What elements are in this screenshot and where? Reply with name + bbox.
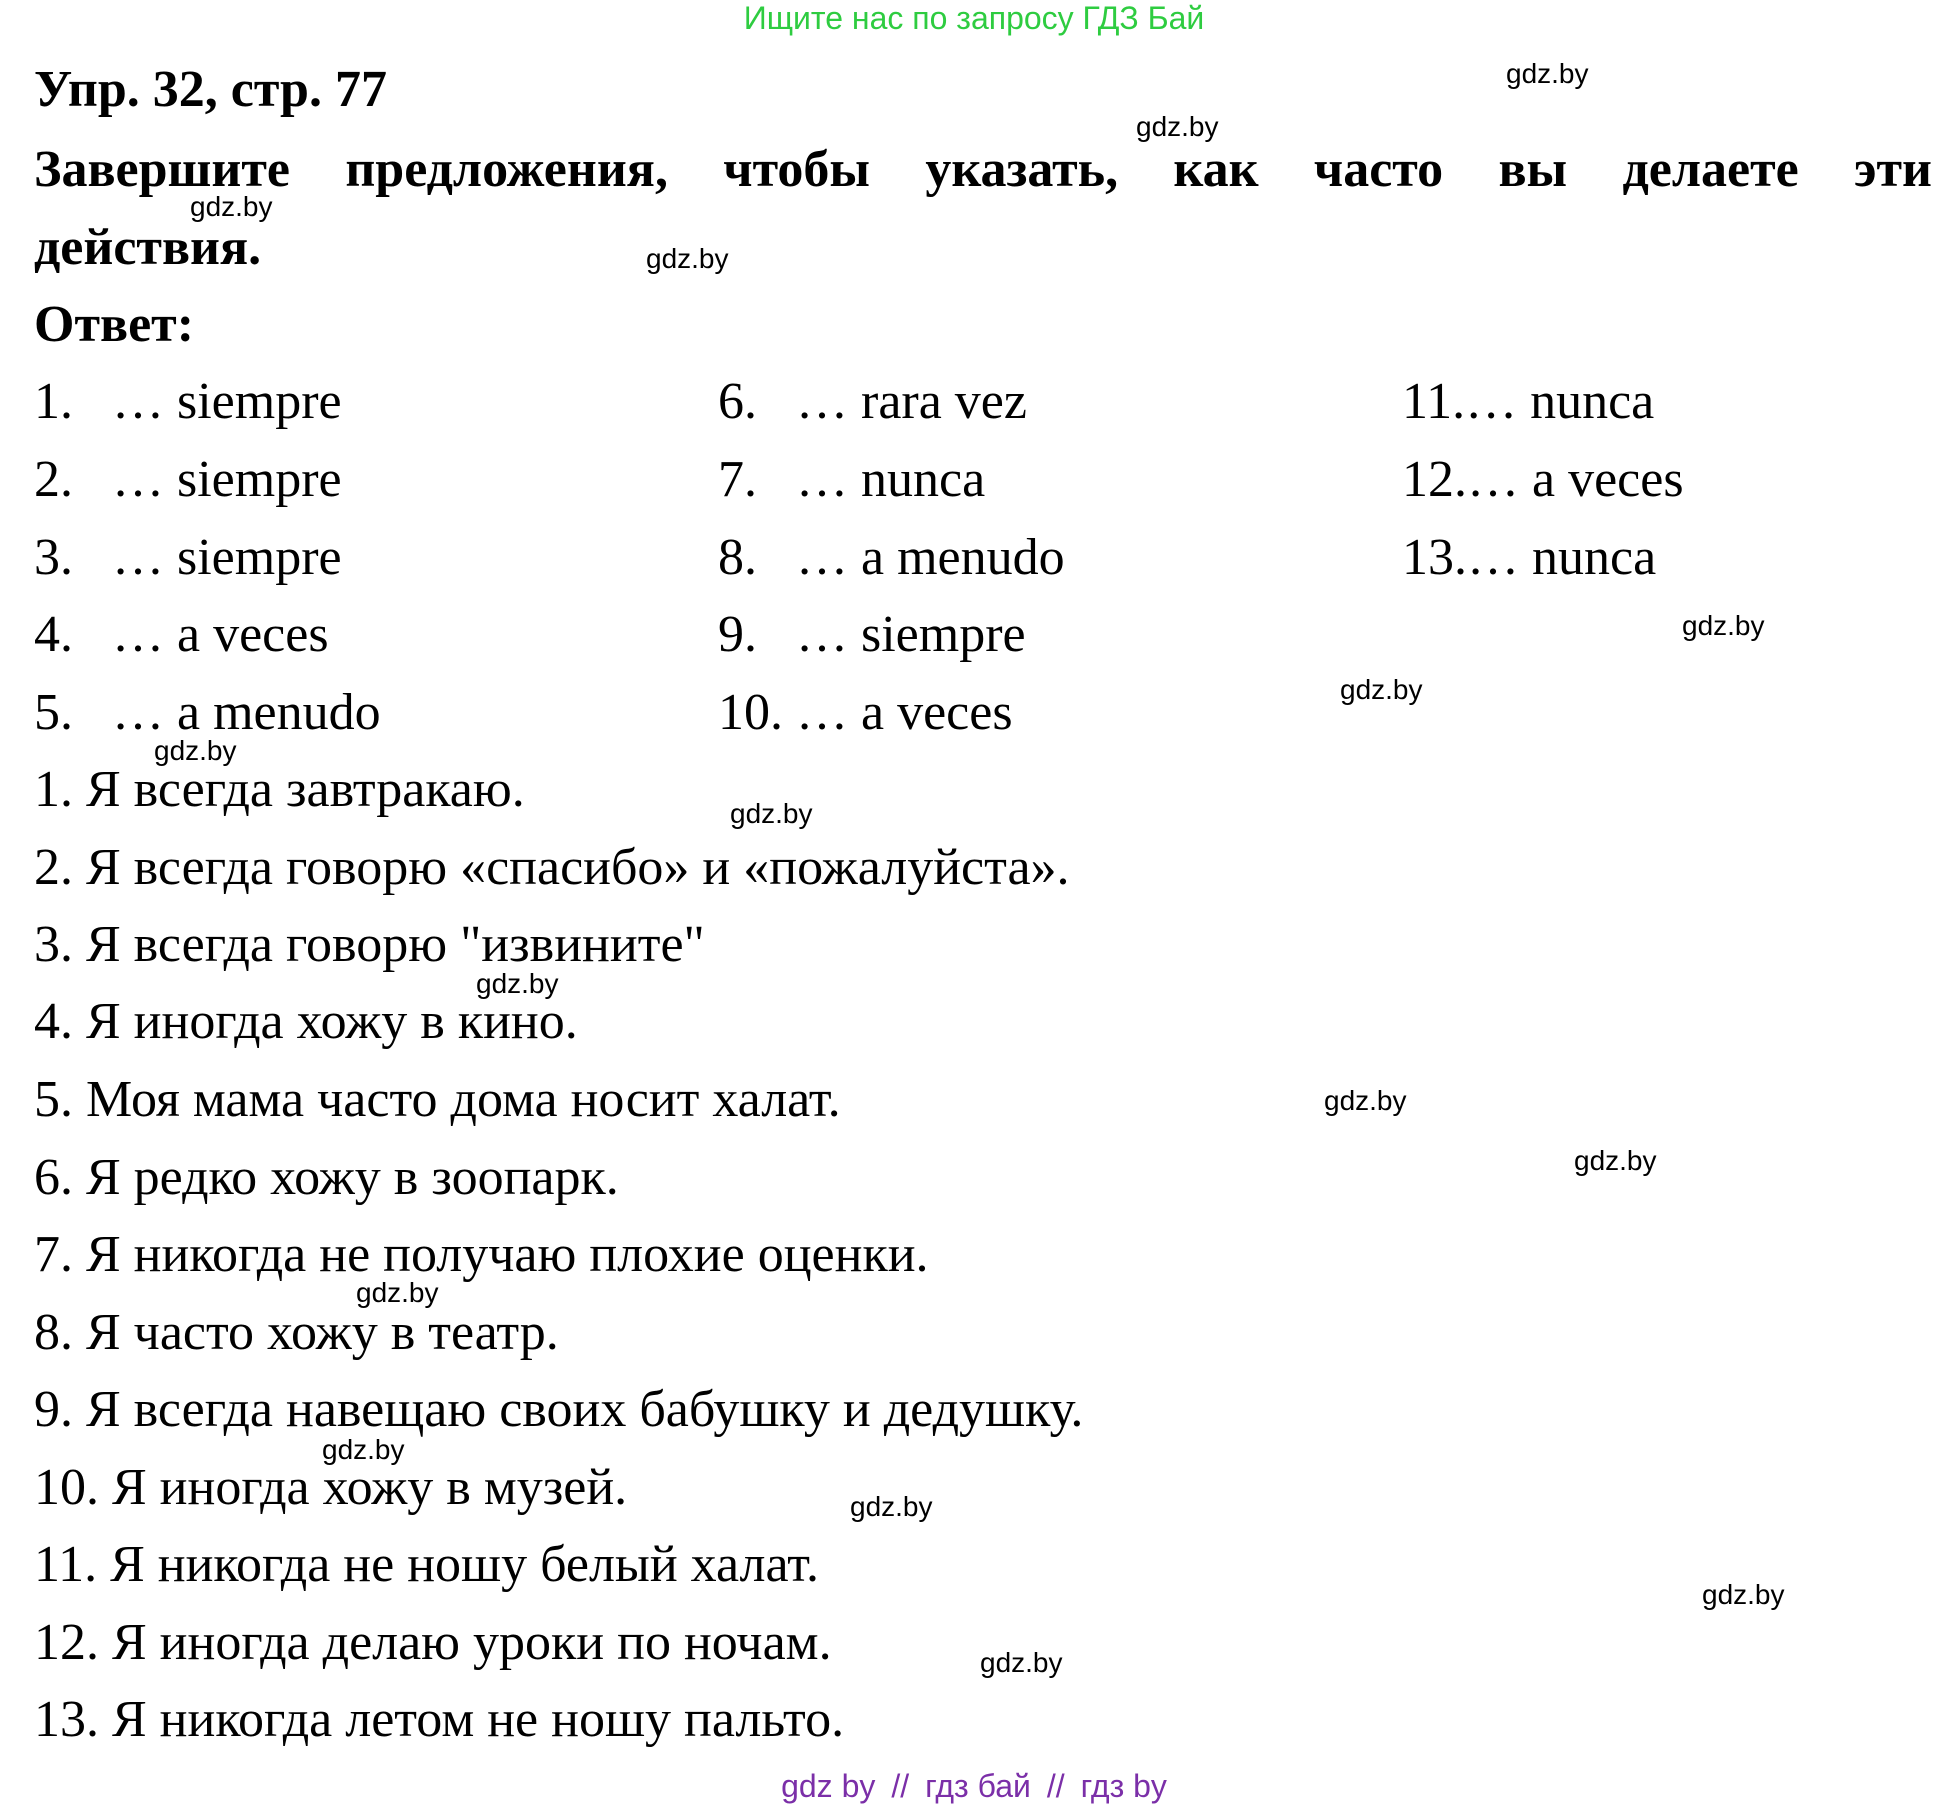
- watermark: gdz.by: [1136, 111, 1219, 142]
- sentence-line: 9. Я всегда навещаю своих бабушку и дедушку.: [34, 1381, 1084, 1438]
- answer-text: … nunca: [1467, 529, 1657, 586]
- answer-number: 11.: [1402, 373, 1466, 430]
- answer-item: [1402, 448, 1684, 512]
- answer-text: … a veces: [1467, 451, 1684, 508]
- answer-item: [1402, 526, 1656, 590]
- sentence-line: 8. Я часто хожу в театр.: [34, 1304, 559, 1361]
- answer-text: … siempre: [796, 606, 1026, 663]
- watermark: gdz.by: [646, 243, 729, 274]
- answer-number: 8.: [718, 529, 757, 586]
- answer-item: [718, 681, 1013, 745]
- watermark: gdz.by: [154, 735, 237, 766]
- sentence-line: 10. Я иногда хожу в музей.: [34, 1459, 628, 1516]
- answer-text: … siempre: [112, 451, 342, 508]
- footer-separator: //: [1046, 1768, 1065, 1804]
- sentence-line: 3. Я всегда говорю "извините": [34, 916, 705, 973]
- sentence-line: 12. Я иногда делаю уроки по ночам.: [34, 1614, 832, 1671]
- watermark: gdz.by: [1324, 1085, 1407, 1116]
- footer-part: гдз by: [1080, 1768, 1167, 1804]
- watermark: gdz.by: [730, 798, 813, 829]
- answer-number: 13.: [1402, 529, 1467, 586]
- answer-item: [718, 603, 1026, 667]
- answer-text: … rara vez: [796, 373, 1027, 430]
- watermark: gdz.by: [322, 1434, 405, 1465]
- answer-item: [718, 448, 985, 512]
- sentence-line: 13. Я никогда летом не ношу пальто.: [34, 1691, 845, 1748]
- instruction-line-2: действия.: [34, 219, 262, 276]
- sentence-line: 7. Я никогда не получаю плохие оценки.: [34, 1226, 929, 1283]
- watermark: gdz.by: [1506, 58, 1589, 89]
- answer-item: [34, 448, 342, 512]
- watermark: gdz.by: [1340, 674, 1423, 705]
- sentence-line: 2. Я всегда говорю «спасибо» и «пожалуйста».: [34, 839, 1070, 896]
- sentence-line: 11. Я никогда не ношу белый халат.: [34, 1536, 820, 1593]
- sentence-line: 1. Я всегда завтракаю.: [34, 761, 525, 818]
- watermark: gdz.by: [190, 191, 273, 222]
- footer-part: гдз бай: [925, 1768, 1031, 1804]
- answer-text: … a veces: [112, 606, 329, 663]
- answer-item: [718, 370, 1027, 434]
- answer-text: … siempre: [112, 373, 342, 430]
- answer-label: Ответ:: [34, 296, 195, 353]
- exercise-title: Упр. 32, стр. 77: [34, 61, 387, 118]
- answer-number: 6.: [718, 373, 757, 430]
- watermark: gdz.by: [356, 1277, 439, 1308]
- top-banner: Ищите нас по запросу ГДЗ Бай: [743, 0, 1205, 36]
- answer-number: 3.: [34, 529, 73, 586]
- answer-number: 1.: [34, 373, 73, 430]
- watermark: gdz.by: [980, 1647, 1063, 1678]
- answer-item: [718, 526, 1065, 590]
- answer-text: … a veces: [796, 684, 1013, 741]
- watermark: gdz.by: [850, 1491, 933, 1522]
- footer-part: gdz by: [781, 1768, 876, 1804]
- answer-number: 5.: [34, 684, 73, 741]
- answer-number: 10.: [718, 684, 783, 741]
- answer-number: 9.: [718, 606, 757, 663]
- watermark: gdz.by: [1574, 1145, 1657, 1176]
- footer-separator: //: [891, 1768, 910, 1804]
- watermark: gdz.by: [1702, 1579, 1785, 1610]
- answer-number: 2.: [34, 451, 73, 508]
- answer-text: … a menudo: [796, 529, 1065, 586]
- answer-number: 7.: [718, 451, 757, 508]
- answer-number: 4.: [34, 606, 73, 663]
- answer-text: … siempre: [112, 529, 342, 586]
- sentence-line: 6. Я редко хожу в зоопарк.: [34, 1149, 619, 1206]
- footer: [0, 1768, 1948, 1804]
- watermark: gdz.by: [476, 968, 559, 999]
- answer-item: [34, 526, 342, 590]
- sentence-line: 4. Я иногда хожу в кино.: [34, 993, 578, 1050]
- answer-text: … a menudo: [112, 684, 381, 741]
- answer-text: … nunca: [796, 451, 986, 508]
- answer-number: 12.: [1402, 451, 1467, 508]
- answer-item: [34, 603, 329, 667]
- answer-text: … nunca: [1465, 373, 1655, 430]
- sentence-line: 5. Моя мама часто дома носит халат.: [34, 1071, 841, 1128]
- instruction-line-1: Завершите предложения, чтобы указать, как часто вы делаете эти: [34, 141, 1932, 198]
- answer-item: [34, 370, 342, 434]
- answer-item: [1402, 370, 1654, 434]
- watermark: gdz.by: [1682, 610, 1765, 641]
